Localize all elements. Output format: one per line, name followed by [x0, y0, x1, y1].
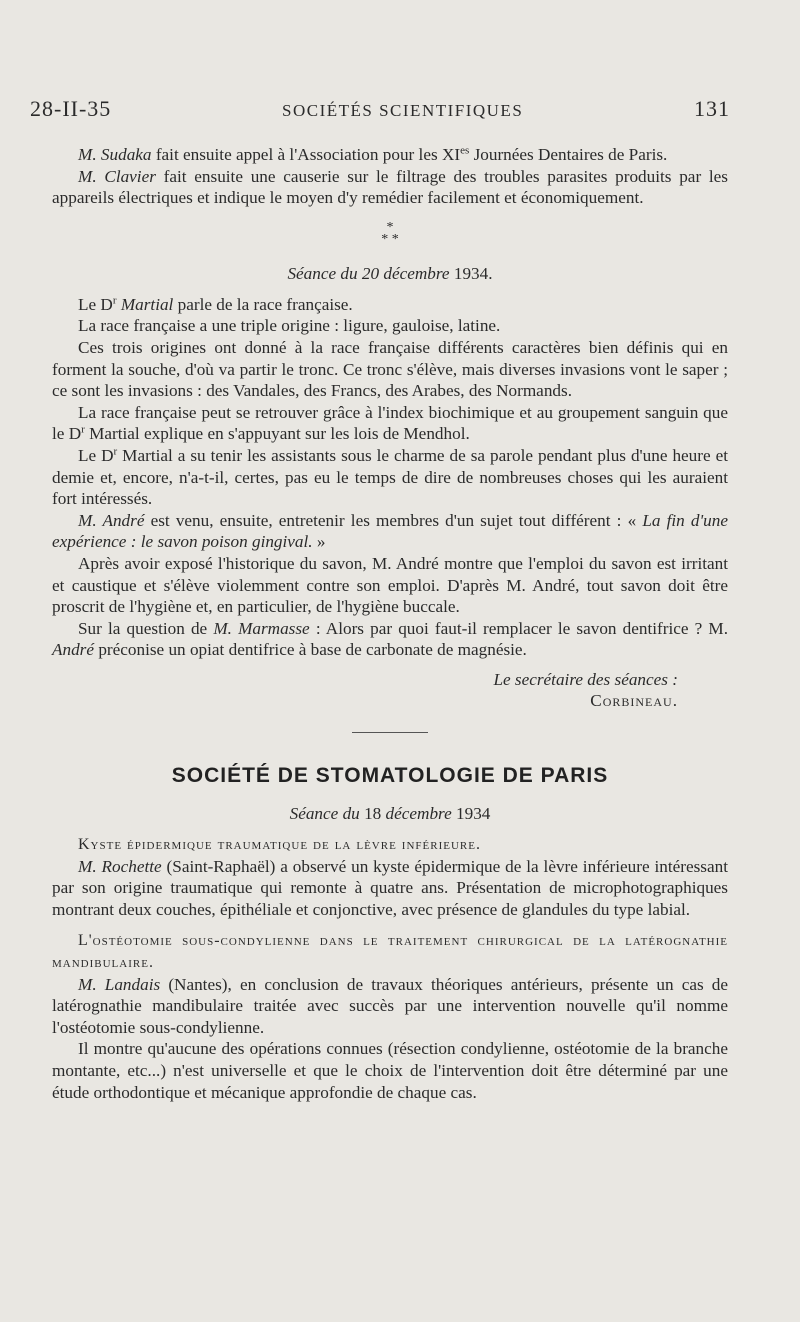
header-title: SOCIÉTÉS SCIENTIFIQUES [282, 101, 524, 120]
paragraph-expose: Après avoir exposé l'historique du savon, M. André montre que l'emploi du savon est irritant et caustique et s'élève violemment contre son emploi. D'après M. André, tout savon doit être proscrit de l'hygiène et, en particulier, de l'hygiène buccale. [52, 553, 728, 617]
paragraph-question: Sur la question de M. Marmasse : Alors par quoi faut-il remplacer le savon dentifrice ? M. André préconise un opiat dentifrice à base de carbonate de magnésie. [52, 618, 728, 660]
paragraph-rochette: M. Rochette (Saint-Raphaël) a observé un kyste épidermique de la lèvre inférieure intéressant par son origine traumatique qui remonte à quatre ans. Présentation de microphotographiques montrant deux couches, épithéliale et conjonctive, avec présence de glandules du type labial. [52, 856, 728, 919]
issue-date: 28-II-35 [30, 96, 112, 121]
paragraph-andre: M. André est venu, ensuite, entretenir les membres d'un sujet tout différent : « La fin d'une expérience : le savon poison gingival. » [52, 510, 728, 552]
paragraph-tenir: Le $D^r$ Martial a su tenir les assistants sous le charme de sa parole pendant plus d'une heure et demie et, encore, n'a-t-il, certes, pas eu le temps de dire de nombreuses choses qui les auraient fort intéressés. [52, 445, 729, 509]
seance-heading-2: Séance du 18 décembre 1934 [289, 804, 491, 824]
kyste-title: Kyste épidermique traumatique de la lèvre inférieure. [78, 836, 481, 854]
paragraph-index: La race française peut se retrouver grâce à l'index biochimique et au groupement sanguin que le $D^r$ Martial explique en s'appuyant sur les lois de Mendhol. [52, 402, 728, 444]
signature-name: Corbineau. [590, 691, 678, 711]
signature-role: Le secrétaire des séances : [493, 669, 678, 689]
paragraph-clavier: M. Clavier fait ensuite une causerie sur le filtrage des troubles parasites produits par les appareils électriques et indique le moyen d'y remédier facilement et économiquement. [52, 166, 728, 208]
paragraph-martial: Le $D^r$ Martial parle de la race française. [78, 294, 353, 314]
section-divider [352, 732, 428, 733]
running-header [30, 96, 730, 130]
paragraph-landais: M. Landais (Nantes), en conclusion de travaux théoriques antérieurs, présente un cas de latérognathie mandibulaire traitée avec succès par une intervention nouvelle qu'il nomme l'ostéotomie sous-condylienne. [52, 974, 729, 1037]
seance-heading-1: Séance du 20 décembre 1934. [287, 263, 493, 283]
paragraph-sudaka: M. Sudaka fait ensuite appel à l'Association pour les $XI^{es}$ Journées Dentaires de Paris. [78, 144, 668, 164]
osteotomie-title: L'ostéotomie sous-condylienne dans le traitement chirurgical de la latérognathie mandibulaire. [52, 932, 728, 972]
page-number: 131 [693, 96, 730, 121]
paragraph-trois-origines: Ces trois origines ont donné à la race française différents caractères bien définis qui en forment la souche, d'où va partir le tronc. Ce tronc s'élève, mais diverses invasions vont le saper ; ce sont les invasions : des Vandales, des Francs, des Arabes, des Normands. [52, 337, 728, 401]
paragraph-montre: Il montre qu'aucune des opérations connues (résection condylienne, ostéotomie de la branche montante, etc...) n'est universelle et que le choix de l'intervention doit être déterminé par une étude orthodontique et mécanique approfondie de chaque cas. [52, 1039, 728, 1102]
asterism-separator: * * * [381, 219, 399, 247]
paragraph-origine: La race française a une triple origine : ligure, gauloise, latine. [78, 316, 501, 336]
section-title: SOCIÉTÉ DE STOMATOLOGIE DE PARIS [171, 764, 609, 788]
page-body [52, 144, 728, 1103]
